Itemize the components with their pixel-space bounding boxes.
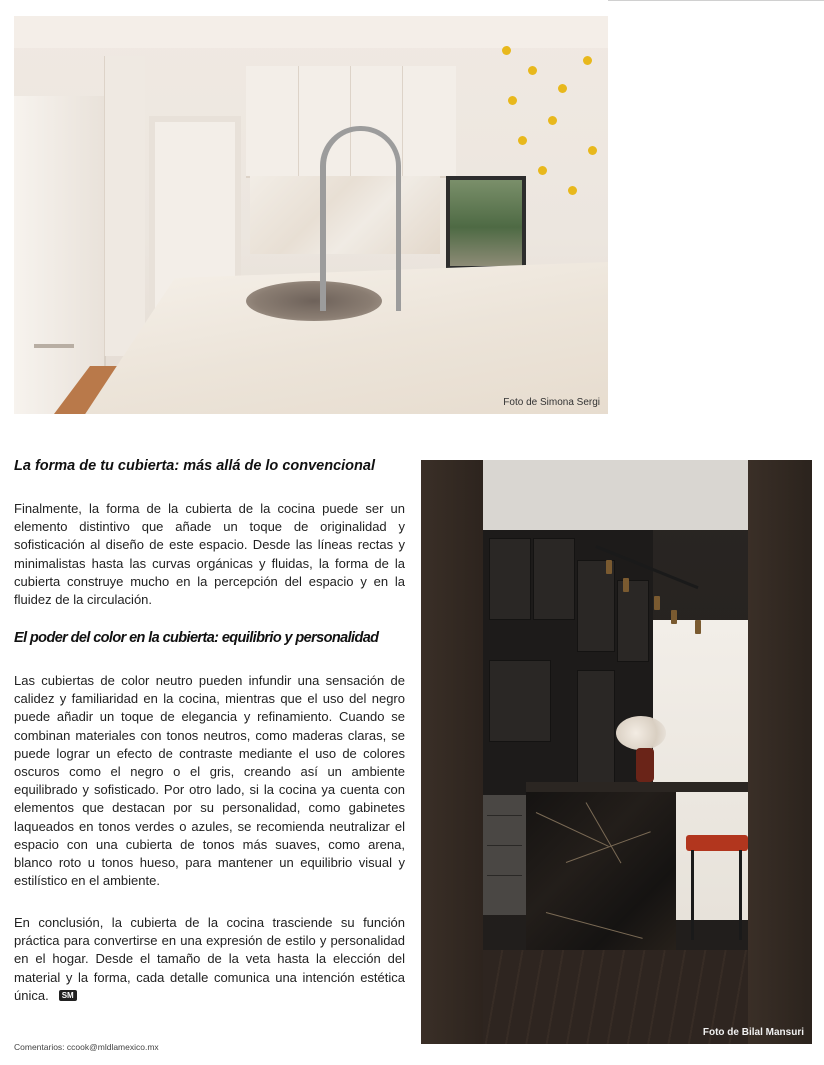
black-marble-island — [526, 782, 676, 967]
kitchen-photo-white-marble — [14, 16, 608, 414]
wood-wall-right — [748, 460, 812, 1044]
island-countertop — [526, 782, 748, 792]
red-bar-stool — [686, 835, 748, 851]
body-paragraph: Las cubiertas de color neutro pueden infundir una sensación de calidez y familiaridad en la cocina, mientras que el uso del negro puede añadir un toque de elegancia y refinamiento. Cuando se combinan materiales con tonos neutros, como maderas claras, se puede lograr un efecto de contraste mediante el uso de colores oscuros como el negro o el gris, creando así un ambiente equilibrado y sofisticado. Por otro lado, si la cocina ya cuenta con elementos que destacan por su personalidad, como gabinetes laqueados en tonos verdes o azules, se recomienda neutralizar el espacio con una cubierta de tonos más suaves, como arena, blanco roto u tonos hueso, para mantener un equilibrio visual y estilístico en el ambiente. — [14, 673, 405, 889]
yellow-blossom-branch — [488, 36, 608, 256]
closing-paragraph — [14, 914, 405, 1005]
photo-credit: Foto de Simona Sergi — [503, 397, 600, 408]
kitchen-photo-dark-marble — [421, 460, 812, 1044]
faucet — [320, 126, 401, 311]
comments-footer: Comentarios: ccook@mldlamexico.mx — [14, 1042, 159, 1052]
section-heading: La forma de tu cubierta: más allá de lo convencional — [14, 458, 375, 474]
spot-lamp — [606, 560, 612, 574]
photo-credit: Foto de Bilal Mansuri — [702, 1027, 804, 1038]
spot-lamp — [695, 620, 701, 634]
white-flowers — [616, 716, 666, 750]
section-heading: El poder del color en la cubierta: equilibrio y personalidad — [14, 630, 379, 646]
grey-drawers — [483, 795, 526, 915]
spot-lamp — [671, 610, 677, 624]
top-rule — [608, 0, 824, 1]
wood-wall-left — [421, 460, 483, 1044]
body-paragraph: Finalmente, la forma de la cubierta de la cocina puede ser un elemento distintivo que añade un toque de originalidad y sofisticación al diseño de este espacio. Desde las líneas rectas y minimalistas hasta las curvas orgánicas y fluidas, la forma de la cubierta construye mucho en la percepción del espacio y en la fluidez de la circulación. — [14, 501, 405, 608]
sm-end-mark-logo: SM — [59, 990, 77, 1001]
ceiling — [483, 460, 748, 530]
red-vase — [636, 748, 654, 782]
spot-lamp — [623, 578, 629, 592]
spot-lamp — [654, 596, 660, 610]
tall-cabinet — [104, 56, 145, 356]
closing-text: En conclusión, la cubierta de la cocina trasciende su función práctica para convertirse en una expresión de estilo y personalidad en el hogar. Desde el tamaño de la veta hasta la elección del material y la forma, cada detalle comunica una intención estética única. — [14, 915, 405, 1003]
